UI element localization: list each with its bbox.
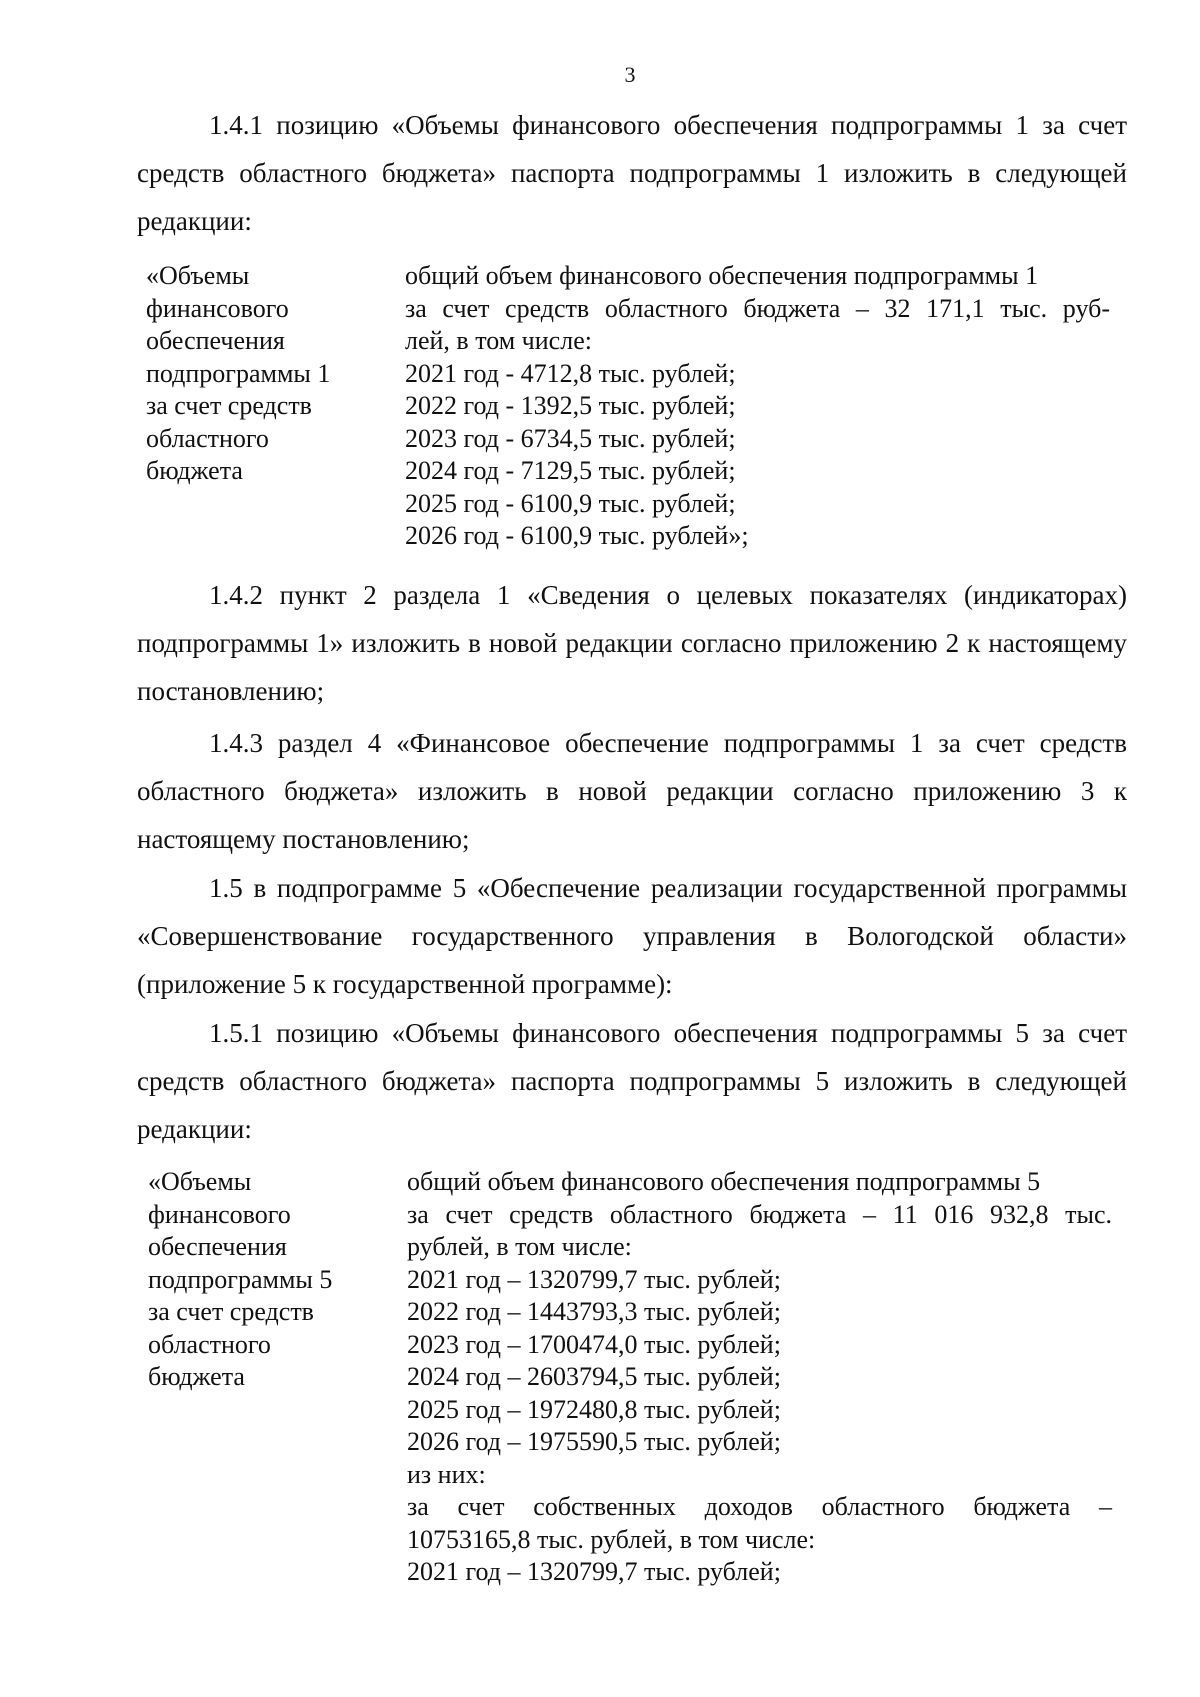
table2-value-column (407, 1166, 1112, 1589)
table2-value-line: 2023 год – 1700474,0 тыс. рублей; (407, 1329, 781, 1359)
table2-value-line: за счет средств областного бюджета – 11 016 932,8 тыс. (407, 1199, 1112, 1229)
table2-label-line: финансового (148, 1199, 291, 1229)
table2-value-line: за счет собственных доходов областного бюджета – (407, 1492, 1112, 1521)
table1-label-line: финансового (146, 293, 289, 323)
table2-value-line: 10753165,8 тыс. рублей, в том числе: (407, 1524, 816, 1554)
table1-value-line: за счет средств областного бюджета – 32 171,1 тыс. руб- (405, 293, 1110, 323)
table1-value-line: 2022 год - 1392,5 тыс. рублей; (405, 391, 736, 420)
table2-label-line: бюджета (148, 1362, 245, 1391)
table1-label-line: подпрограммы 1 (146, 358, 331, 388)
paragraph-1-4-3: 1.4.3 раздел 4 «Финансовое обеспечение подпрограммы 1 за счет средств областного бюджета» изложить в новой редакции согласно приложению 3 к настоящему постановлению; (137, 728, 1127, 854)
table1-value-line: 2021 год - 4712,8 тыс. рублей; (405, 358, 736, 388)
table2-value-line: рублей, в том числе: (407, 1232, 632, 1261)
table2-label-line: «Объемы (148, 1167, 252, 1196)
table1-label-line: обеспечения (146, 326, 285, 355)
table1-label-line: «Объемы (146, 261, 250, 290)
table1-value-line: 2025 год - 6100,9 тыс. рублей; (405, 488, 736, 518)
table1-value-line: 2026 год - 6100,9 тыс. рублей»; (405, 521, 749, 550)
page-number: 3 (624, 62, 636, 87)
paragraph-1-4-1: 1.4.1 позицию «Объемы финансового обеспечения подпрограммы 1 за счет средств областного бюджета» паспорта подпрограммы 1 изложить в следующей редакции: (137, 110, 1127, 236)
table1-value-line: общий объем финансового обеспечения подпрограммы 1 (405, 261, 1039, 290)
table2-value-line: 2024 год – 2603794,5 тыс. рублей; (407, 1362, 781, 1391)
table2-label-line: обеспечения (148, 1232, 287, 1261)
table1-value-column (405, 260, 1110, 553)
paragraph-1-5-1: 1.5.1 позицию «Объемы финансового обеспечения подпрограммы 5 за счет средств областного бюджета» паспорта подпрограммы 5 изложить в следующей редакции: (137, 1018, 1127, 1144)
table1-label-column (146, 260, 376, 488)
table2-label-line: областного (148, 1329, 271, 1359)
table2-label-line: подпрограммы 5 (148, 1264, 333, 1294)
table1-label-line: бюджета (146, 456, 243, 485)
table2-label-line: за счет средств (148, 1297, 314, 1326)
table2-value-line: из них: (407, 1459, 486, 1489)
table2-value-line: 2021 год – 1320799,7 тыс. рублей; (407, 1264, 781, 1294)
table1-label-line: за счет средств (146, 391, 312, 420)
paragraph-1-4-2: 1.4.2 пункт 2 раздела 1 «Сведения о целевых показателях (индикаторах) подпрограммы 1» изложить в новой редакции согласно приложению 2 к настоящему постановлению; (137, 580, 1127, 706)
table2-value-line: общий объем финансового обеспечения подпрограммы 5 (407, 1167, 1041, 1196)
table2-value-line: 2022 год – 1443793,3 тыс. рублей; (407, 1297, 781, 1326)
table1-label-line: областного (146, 423, 269, 453)
table1-value-line: 2024 год - 7129,5 тыс. рублей; (405, 456, 736, 485)
table2-value-line: 2025 год – 1972480,8 тыс. рублей; (407, 1394, 781, 1424)
table1-value-line: лей, в том числе: (405, 326, 592, 355)
table2-value-line: 2021 год – 1320799,7 тыс. рублей; (407, 1557, 781, 1586)
table1-value-line: 2023 год - 6734,5 тыс. рублей; (405, 423, 736, 453)
table2-value-line: 2026 год – 1975590,5 тыс. рублей; (407, 1427, 781, 1456)
paragraph-1-5: 1.5 в подпрограмме 5 «Обеспечение реализации государственной программы «Совершенствование государственного управления в Вологодской области» (приложение 5 к государственной программе): (137, 873, 1127, 999)
table2-label-column (148, 1166, 378, 1394)
